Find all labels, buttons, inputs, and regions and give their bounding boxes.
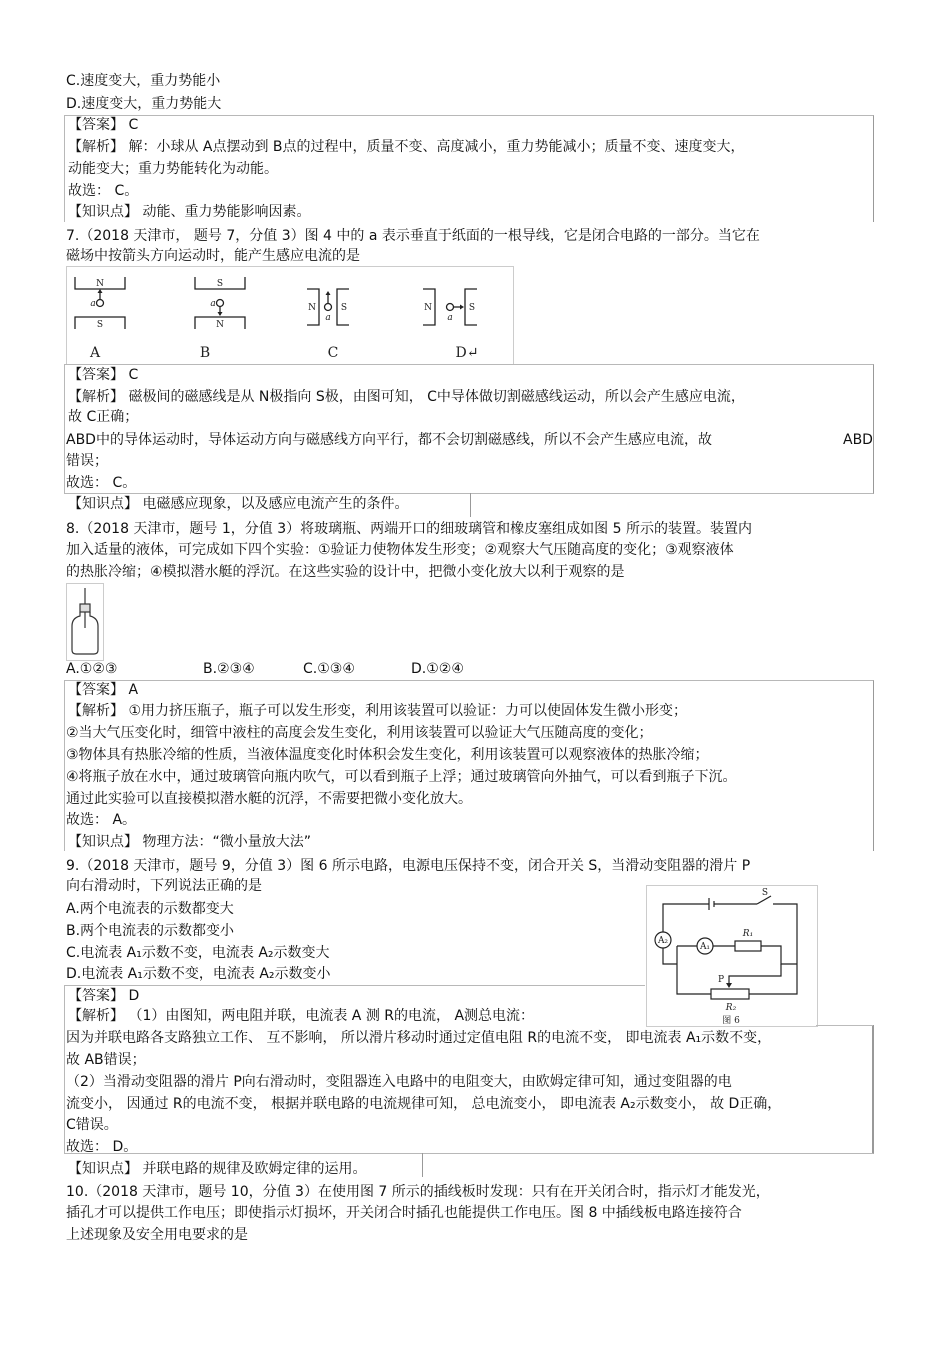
pole-label: S: [96, 320, 104, 330]
option-label-b: B: [199, 345, 211, 361]
pole-label: S: [216, 279, 224, 289]
answer: 【答案】 A: [68, 682, 139, 698]
analysis-line: ③物体具有热胀冷缩的性质，当液体温度变化时体积会发生变化，利用该装置可以观察液体的热胀冷缩；: [66, 747, 709, 763]
bottle-diagram: [67, 584, 103, 660]
option-c: C.速度变大，重力势能小: [66, 73, 221, 89]
analysis-line: 故 AB错误；: [66, 1052, 146, 1068]
figure-4-magnet-options: [66, 266, 514, 365]
option-d: D.速度变大，重力势能大: [66, 96, 222, 112]
answer-box: [64, 364, 874, 494]
option-label-d: D↵: [455, 345, 479, 361]
divider: [422, 1153, 423, 1177]
question-stem: 向右滑动时，下列说法正确的是: [66, 878, 262, 894]
analysis-line: 动能变大；重力势能转化为动能。: [68, 161, 278, 177]
analysis-line: 【解析】 解：小球从 A点摆动到 B点的过程中，质量不变、高度减小，重力势能减小；质量不变、速度变大，: [68, 139, 745, 155]
magnet-diagram: [67, 267, 513, 364]
wire-label: a: [325, 313, 331, 323]
option-label-c: C: [327, 345, 339, 361]
answer: 【答案】 D: [68, 988, 140, 1004]
analysis-line: ④将瓶子放在水中，通过玻璃管向瓶内吹气，可以看到瓶子上浮；通过玻璃管向外抽气，可以看到瓶子下沉。: [66, 769, 737, 785]
knowledge-point: 【知识点】 物理方法：“微小量放大法”: [68, 834, 311, 850]
divider: [816, 1025, 873, 1026]
choice-line: 故选： C。: [66, 475, 137, 491]
knowledge-point: 【知识点】 电磁感应现象，以及感应电流产生的条件。: [68, 496, 409, 512]
answer: 【答案】 C: [68, 367, 139, 383]
wire-label: a: [210, 299, 216, 309]
analysis-line: ABD中的导体运动时，导体运动方向与磁感线方向平行，都不会切割磁感线，所以不会产生感应电流，故: [66, 432, 712, 448]
analysis-line-end: ABD: [843, 432, 873, 448]
analysis-line: ②当大气压变化时，细管中液柱的高度会发生变化，利用该装置可以验证大气压随高度的变化；: [66, 725, 653, 741]
figure-6-circuit: [646, 885, 818, 1027]
option-a: A.两个电流表的示数都变大: [66, 901, 234, 917]
question-stem: 插孔才可以提供工作电压；即使指示灯损坏，开关闭合时插孔也能提供工作电压。图 8 中插线板电路连接符合: [66, 1205, 742, 1221]
ammeter-a2-label: A₂: [657, 936, 669, 946]
figure-caption: 图 6: [722, 1016, 740, 1026]
analysis-line: 流变小， 因通过 R的电流不变， 根据并联电路的电流规律可知， 总电流变小， 即电流表 A₂示数变小， 故 D正确，: [66, 1096, 782, 1112]
resistor-r2-label: R₂: [725, 1003, 737, 1013]
circuit-diagram: [647, 886, 817, 1026]
choice-line: 故选： C。: [68, 183, 139, 199]
option-a: A.①②③: [66, 661, 118, 677]
divider: [470, 493, 471, 517]
question-stem: 10.（2018 天津市，题号 10，分值 3）在使用图 7 所示的插线板时发现：只有在开关闭合时，指示灯才能发光，: [66, 1184, 770, 1200]
pole-label: N: [424, 303, 432, 313]
analysis-line: 故 C正确；: [68, 409, 139, 425]
analysis-line: （2）当滑动变阻器的滑片 P向右滑动时，变阻器连入电路中的电阻变大，由欧姆定律可知，通过变阻器的电: [66, 1074, 732, 1090]
figure-5-bottle: [66, 583, 104, 661]
option-d: D.电流表 A₁示数不变，电流表 A₂示数变小: [66, 966, 331, 982]
pole-label: S: [468, 303, 476, 313]
choice-line: 故选： A。: [66, 812, 137, 828]
pole-label: N: [216, 320, 224, 330]
slider-p-label: P: [717, 975, 725, 985]
pole-label: N: [308, 303, 316, 313]
analysis-line: 【解析】 （1）由图知，两电阻并联，电流表 A 测 R的电流， A测总电流：: [68, 1008, 535, 1024]
wire-label: a: [447, 313, 453, 323]
knowledge-point: 【知识点】 动能、重力势能影响因素。: [68, 204, 311, 220]
answer: 【答案】 C: [68, 117, 139, 133]
option-b: B.两个电流表的示数都变小: [66, 923, 235, 939]
question-stem: 8.（2018 天津市，题号 1，分值 3）将玻璃瓶、两端开口的细玻璃管和橡皮塞组成如图 5 所示的装置。装置内: [66, 521, 752, 537]
analysis-line: 【解析】 磁极间的磁感线是从 N极指向 S极，由图可知， C中导体做切割磁感线运动，所以会产生感应电流，: [68, 389, 745, 405]
question-stem: 的热胀冷缩；④模拟潜水艇的浮沉。在这些实验的设计中，把微小变化放大以利于观察的是: [66, 564, 625, 580]
question-stem: 7.（2018 天津市， 题号 7，分值 3）图 4 中的 a 表示垂直于纸面的一根导线，它是闭合电路的一部分。当它在: [66, 228, 760, 244]
pole-label: N: [96, 279, 104, 289]
divider: [872, 1025, 873, 1153]
option-label-a: A: [89, 345, 101, 361]
pole-label: S: [340, 303, 348, 313]
resistor-r1-label: R₁: [742, 929, 754, 939]
question-stem: 9.（2018 天津市，题号 9，分值 3）图 6 所示电路，电源电压保持不变，闭合开关 S，当滑动变阻器的滑片 P: [66, 858, 751, 874]
analysis-line: 通过此实验可以直接模拟潜水艇的沉浮，不需要把微小变化放大。: [66, 791, 472, 807]
question-stem: 加入适量的液体，可完成如下四个实验：①验证力使物体发生形变；②观察大气压随高度的变化；③观察液体: [66, 542, 734, 558]
analysis-line: 【解析】 ①用力挤压瓶子，瓶子可以发生形变，利用该装置可以验证：力可以使固体发生微小形变；: [68, 703, 687, 719]
question-stem: 上述现象及安全用电要求的是: [66, 1227, 248, 1243]
choice-line: 故选： D。: [66, 1139, 138, 1155]
option-c: C.①③④: [303, 661, 355, 677]
knowledge-point: 【知识点】 并联电路的规律及欧姆定律的运用。: [68, 1161, 367, 1177]
wire-label: a: [90, 299, 96, 309]
analysis-line: 因为并联电路各支路独立工作、 互不影响， 所以滑片移动时通过定值电阻 R的电流不变， 即电流表 A₁示数不变，: [66, 1030, 772, 1046]
ammeter-a1-label: A₁: [699, 942, 711, 952]
analysis-line: 错误；: [66, 453, 108, 469]
option-d: D.①②④: [411, 661, 464, 677]
switch-label: S: [761, 888, 769, 898]
analysis-line: C错误。: [66, 1117, 118, 1133]
option-c: C.电流表 A₁示数不变，电流表 A₂示数变大: [66, 945, 330, 961]
question-stem: 磁场中按箭头方向运动时，能产生感应电流的是: [66, 248, 360, 264]
option-b: B.②③④: [203, 661, 255, 677]
